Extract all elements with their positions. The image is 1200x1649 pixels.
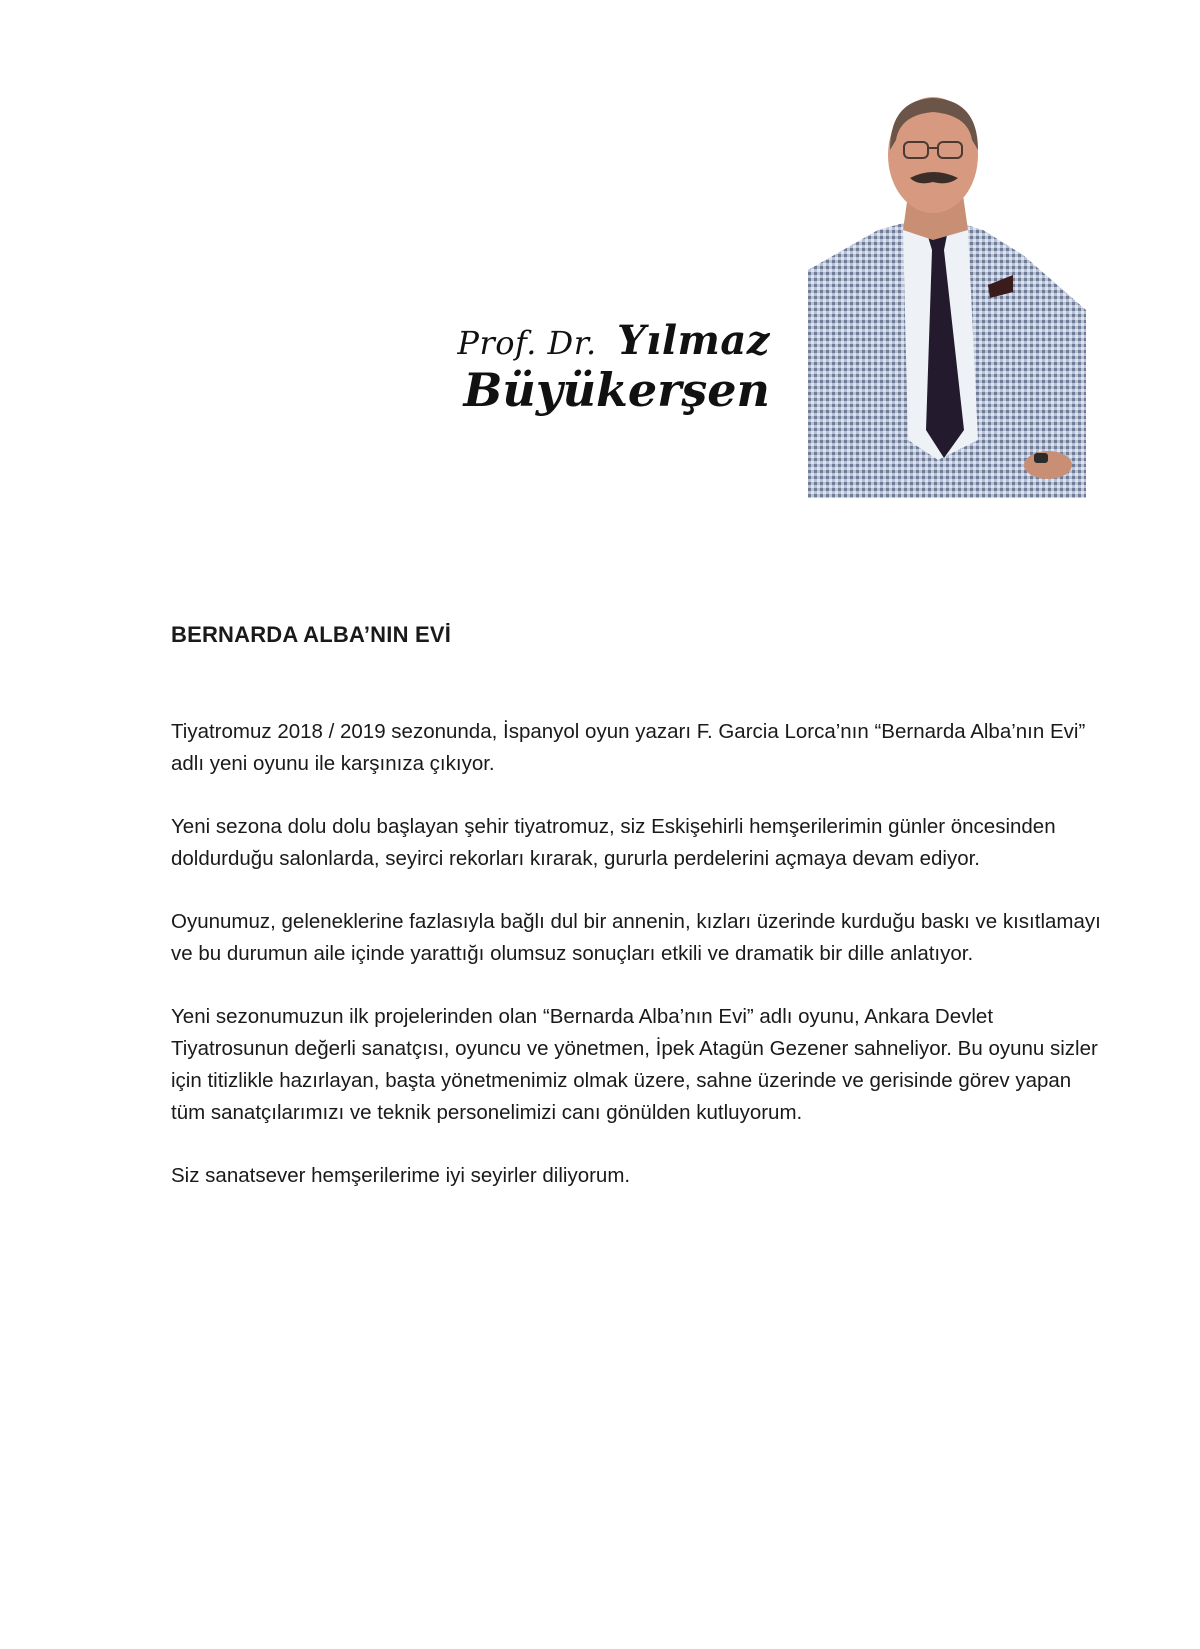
page-title: BERNARDA ALBA’NIN EVİ	[171, 622, 452, 647]
author-first-name: Yılmaz	[617, 317, 770, 364]
author-last-name: Büyükerşen	[463, 363, 770, 417]
paragraph: Tiyatromuz 2018 / 2019 sezonunda, İspanyol oyun yazarı F. Garcia Lorca’nın “Bernarda Alba’nın Evi” adlı yeni oyunu ile karşınıza çıkıyor.	[171, 720, 1086, 775]
paragraph: Siz sanatsever hemşerilerime iyi seyirler diliyorum.	[171, 1164, 631, 1187]
paragraph: Oyunumuz, geleneklerine fazlasıyla bağlı dul bir annenin, kızları üzerinde kurduğu baskı ve kısıtlamayı ve bu durumun aile içinde yarattığı olumsuz sonuçları etkili ve dramatik bir dille anlatıyor.	[171, 910, 1101, 965]
paragraph: Yeni sezonumuzun ilk projelerinden olan “Bernarda Alba’nın Evi” adlı oyunu, Ankara Devlet Tiyatrosunun değerli sanatçısı, oyuncu ve yönetmen, İpek Atagün Gezener sahneliyor. Bu oyunu sizler için titizlikle hazırlayan, başta yönetmenimiz olmak üzere, sahne üzerinde ve gerisinde görev yapan tüm sanatçılarımızı ve teknik personelimizi canı gönülden kutluyorum.	[171, 1005, 1098, 1124]
author-title: Prof. Dr.	[457, 324, 597, 362]
author-signature	[457, 318, 770, 417]
paragraph: Yeni sezona dolu dolu başlayan şehir tiyatromuz, siz Eskişehirli hemşerilerimin günler öncesinden doldurduğu salonlarda, seyirci rekorları kırarak, gururla perdelerini açmaya devam ediyor.	[171, 815, 1056, 870]
letter-body	[171, 622, 1101, 1223]
author-name-line1	[457, 318, 770, 364]
author-portrait	[808, 80, 1086, 498]
